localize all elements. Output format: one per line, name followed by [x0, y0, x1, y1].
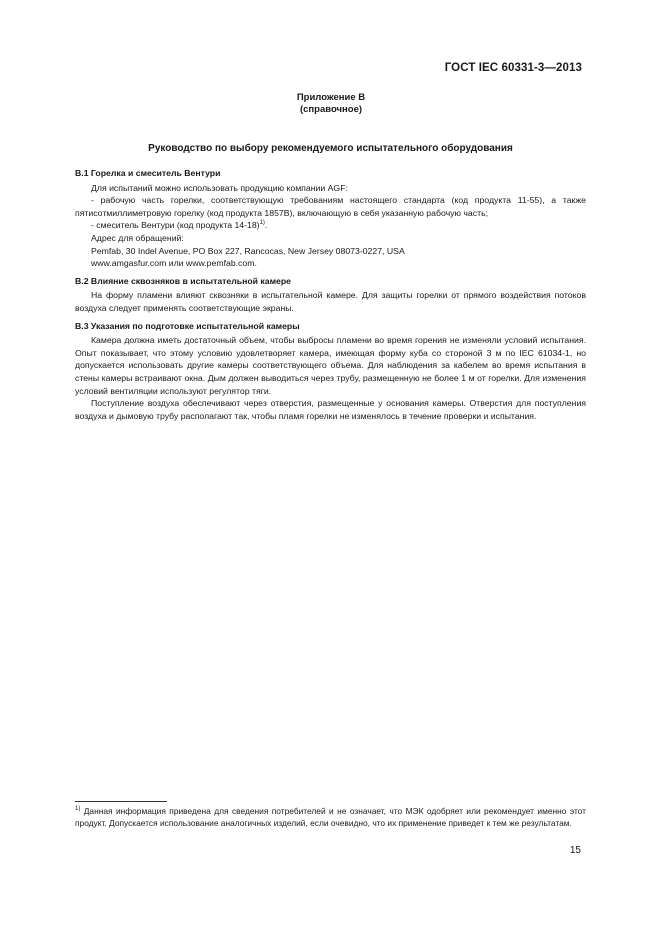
page-number: 15	[569, 845, 581, 856]
footnote-text: Данная информация приведена для сведения потребителей и не означает, что МЭК одобряет или рекомендует именно этот продукт. Допускается использование аналогичных изделий, если очевидно, что их применение приведет к тем же результатам.	[75, 806, 586, 829]
annex-heading	[0, 92, 661, 116]
paragraph: На форму пламени влияют сквозняки в испытательной камере. Для защиты горелки от прямого воздействия потоков воздуха следует применять соответствующие экраны.	[75, 290, 586, 313]
paragraph-text: - смеситель Вентури (код продукта 14-18)	[91, 220, 260, 231]
annex-title: Приложение В	[296, 92, 366, 103]
section-heading-b2: В.2 Влияние сквозняков в испытательной камере	[75, 275, 292, 286]
footnote	[75, 805, 586, 829]
paragraph: Для испытаний можно использовать продукцию компании AGF:	[91, 182, 348, 193]
footnote-marker: 1)	[75, 806, 81, 813]
paragraph: Поступление воздуха обеспечивают через отверстия, размещенные у основания камеры. Отверстия для поступления воздуха и дымовую трубу располагают так, чтобы пламя горелки не изменялось в течение проверки и испытания.	[75, 398, 586, 421]
annex-subtitle: (справочное)	[299, 104, 363, 115]
body-content	[75, 167, 586, 422]
paragraph: Адрес для обращений:	[91, 232, 184, 243]
address-line: Pemfab, 30 Indel Avenue, PO Box 227, Rancocas, New Jersey 08073-0227, USA	[91, 245, 405, 256]
standard-code: ГОСТ IEC 60331-3—2013	[444, 62, 582, 74]
paragraph: Камера должна иметь достаточный объем, чтобы выбросы пламени во время горения не изменяли условий испытания. Опыт показывает, что этому условию удовлетворяет камера, имеющая форму куба со стороной 3 м по IEC 61034-1, но допускается использовать другие камеры соответствующего объема. Для наблюдения за кабелем во время испытания в стены камеры встраивают окна. Дым должен выводиться через трубу, размещенную не более 1 м от горелки. Для изменения условий вентиляции используют регулятор тяги.	[75, 335, 586, 396]
paragraph	[75, 219, 586, 232]
paragraph: - рабочую часть горелки, соответствующую требованиям настоящего стандарта (код продукта 11-55), а также пятисотмиллиметровую горелку (код продукта 1857В), включающую в себя указанную рабочую часть;	[75, 195, 586, 218]
section-heading-b1: В.1 Горелка и смеситель Вентури	[75, 168, 221, 178]
section-heading-b3: В.3 Указания по подготовке испытательной камеры	[75, 320, 300, 331]
footnote-ref[interactable]: 1)	[259, 220, 265, 227]
footnote-divider	[75, 801, 167, 802]
document-title: Руководство по выбору рекомендуемого испытательного оборудования	[148, 143, 513, 154]
paragraph-text: .	[264, 220, 268, 231]
website-line: www.amgasfur.com или www.pemfab.com.	[91, 258, 257, 269]
